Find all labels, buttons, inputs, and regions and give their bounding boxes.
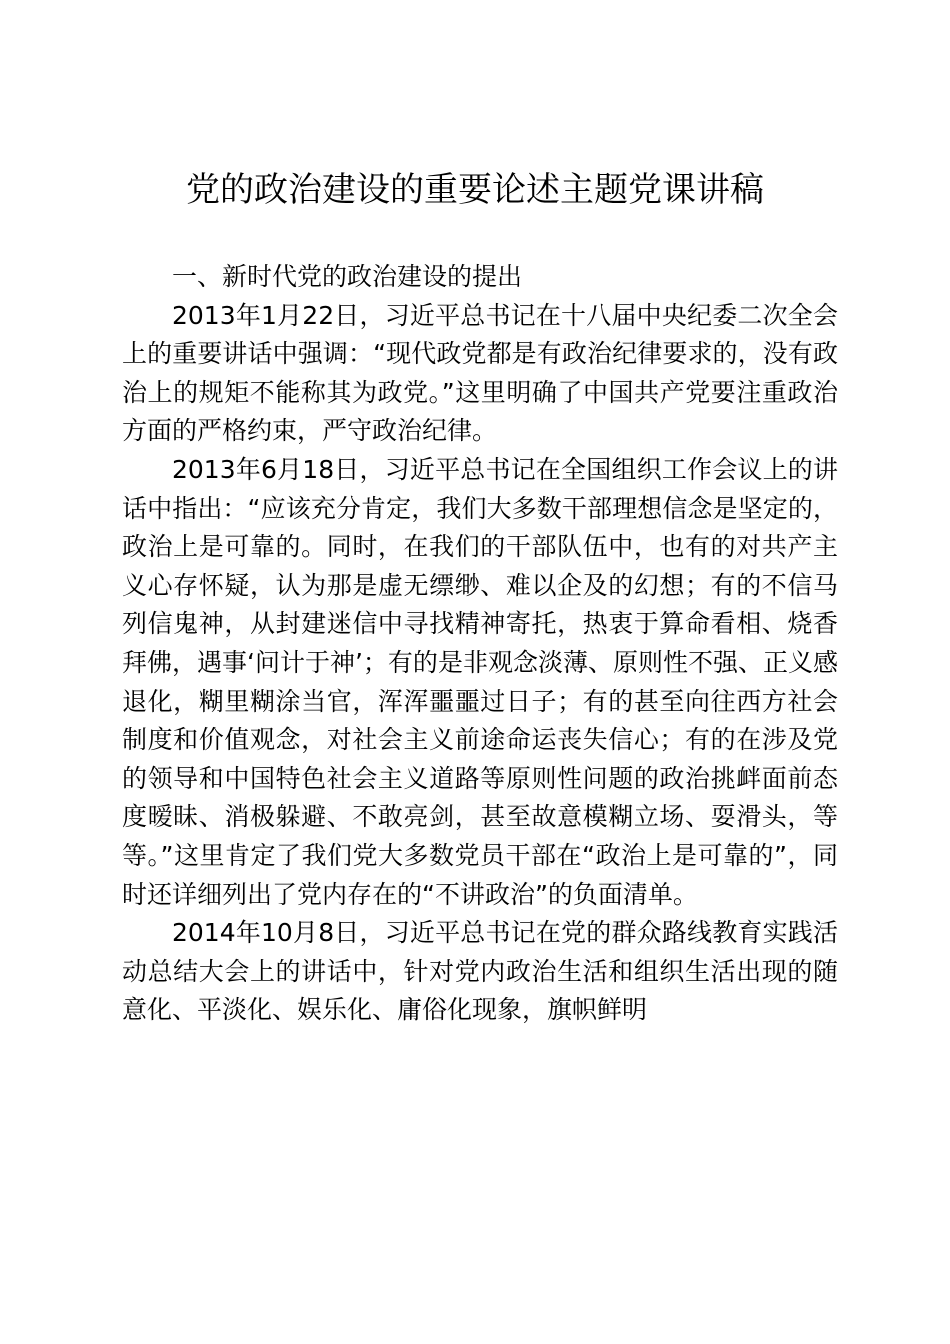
paragraph: 2013年1月22日，习近平总书记在十八届中央纪委二次全会上的重要讲话中强调：“现代政党都是有政治纪律要求的，没有政治上的规矩不能称其为政党。”这里明确了中国共产党要注重政治方面的严格约束，严守政治纪律。 bbox=[122, 300, 838, 446]
section-heading: 一、新时代党的政治建设的提出 bbox=[172, 262, 523, 291]
paragraph: 2014年10月8日，习近平总书记在党的群众路线教育实践活动总结大会上的讲话中，针对党内政治生活和组织生活出现的随意化、平淡化、娱乐化、庸俗化现象，旗帜鲜明 bbox=[122, 918, 838, 1025]
paragraph: 2013年6月18日，习近平总书记在全国组织工作会议上的讲话中指出：“应该充分肯定，我们大多数干部理想信念是坚定的，政治上是可靠的。同时，在我们的干部队伍中，也有的对共产主义心存怀疑，认为那是虚无缥缈、难以企及的幻想；有的不信马列信鬼神，从封建迷信中寻找精神寄托，热衷于算命看相、烧香拜佛，遇事‘问计于神’；有的是非观念淡薄、原则性不强、正义感退化，糊里糊涂当官，浑浑噩噩过日子；有的甚至向往西方社会制度和价值观念，对社会主义前途命运丧失信心；有的在涉及党的领导和中国特色社会主义道路等原则性问题的政治挑衅面前态度暧昧、消极躲避、不敢亮剑，甚至故意模糊立场、耍滑头，等等。”这里肯定了我们党大多数党员干部在“政治上是可靠的”，同时还详细列出了党内存在的“不讲政治”的负面清单。 bbox=[122, 454, 838, 909]
document-title: 党的政治建设的重要论述主题党课讲稿 bbox=[186, 170, 764, 210]
document-body bbox=[122, 258, 838, 1030]
